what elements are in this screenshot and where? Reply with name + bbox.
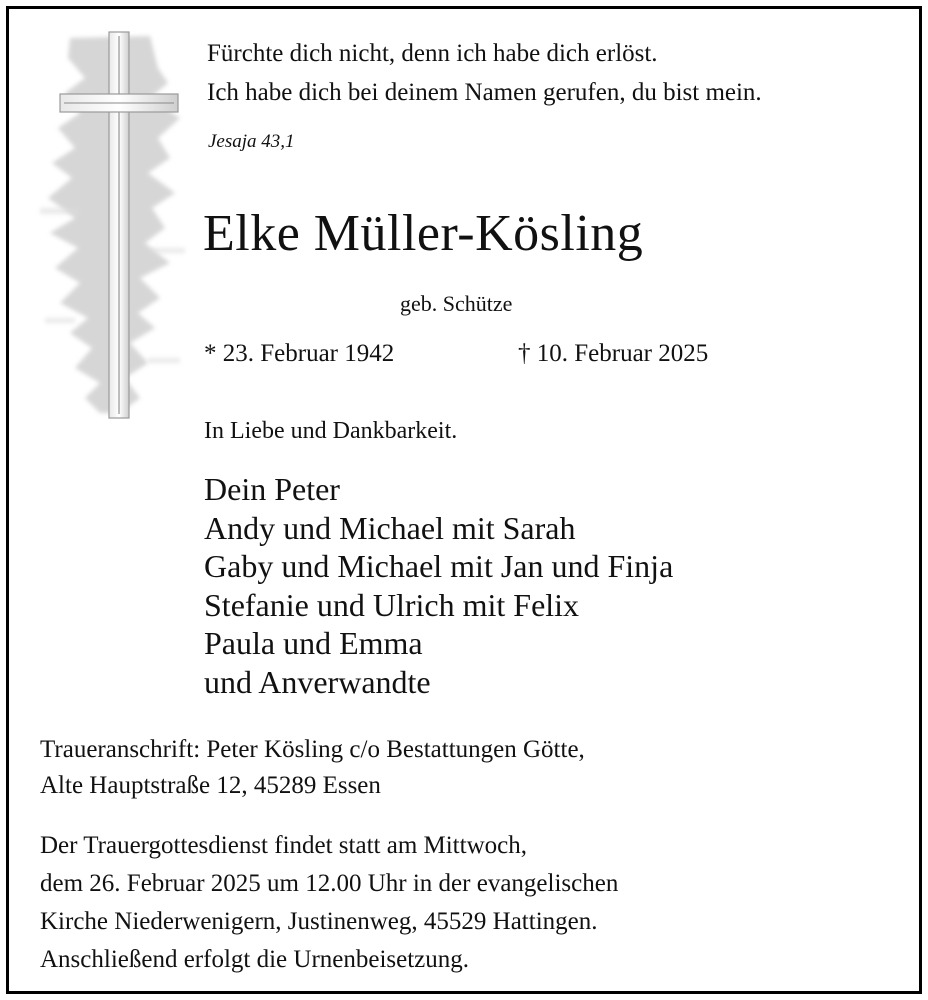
mourner-line: Paula und Emma bbox=[204, 625, 423, 661]
mourner-line: Andy und Michael mit Sarah bbox=[204, 509, 576, 546]
birth-date: * 23. Februar 1942 bbox=[204, 340, 395, 367]
gratitude-line: In Liebe und Dankbarkeit. bbox=[204, 418, 458, 444]
verse-reference: Jesaja 43,1 bbox=[208, 131, 295, 152]
service-line: Der Trauergottesdienst findet statt am Mittwoch, bbox=[40, 832, 527, 859]
address-line: Traueranschrift: Peter Kösling c/o Bestattungen Götte, bbox=[40, 736, 585, 763]
address-line: Alte Hauptstraße 12, 45289 Essen bbox=[40, 772, 381, 799]
mourner-line: Dein Peter bbox=[204, 471, 340, 507]
mourner-line: Gaby und Michael mit Jan und Finja bbox=[204, 548, 674, 584]
mourner-line: Stefanie und Ulrich mit Felix bbox=[204, 586, 580, 623]
birth-name: geb. Schütze bbox=[400, 291, 513, 316]
death-date: † 10. Februar 2025 bbox=[518, 340, 709, 367]
deceased-name: Elke Müller-Kösling bbox=[203, 205, 644, 262]
verse-line-2: Ich habe dich bei deinem Namen gerufen, du bist mein. bbox=[207, 79, 762, 106]
cross-icon bbox=[30, 28, 190, 428]
service-info bbox=[40, 827, 618, 979]
mourning-address bbox=[40, 732, 585, 804]
service-line: dem 26. Februar 2025 um 12.00 Uhr in der evangelischen bbox=[40, 870, 619, 897]
verse-line-1: Fürchte dich nicht, denn ich habe dich erlöst. bbox=[207, 40, 658, 67]
service-line: Anschließend erfolgt die Urnenbeisetzung. bbox=[40, 946, 470, 973]
service-line: Kirche Niederwenigern, Justinenweg, 45529 Hattingen. bbox=[40, 908, 598, 935]
mourner-line: und Anverwandte bbox=[204, 663, 431, 700]
mourners-list bbox=[204, 470, 673, 701]
